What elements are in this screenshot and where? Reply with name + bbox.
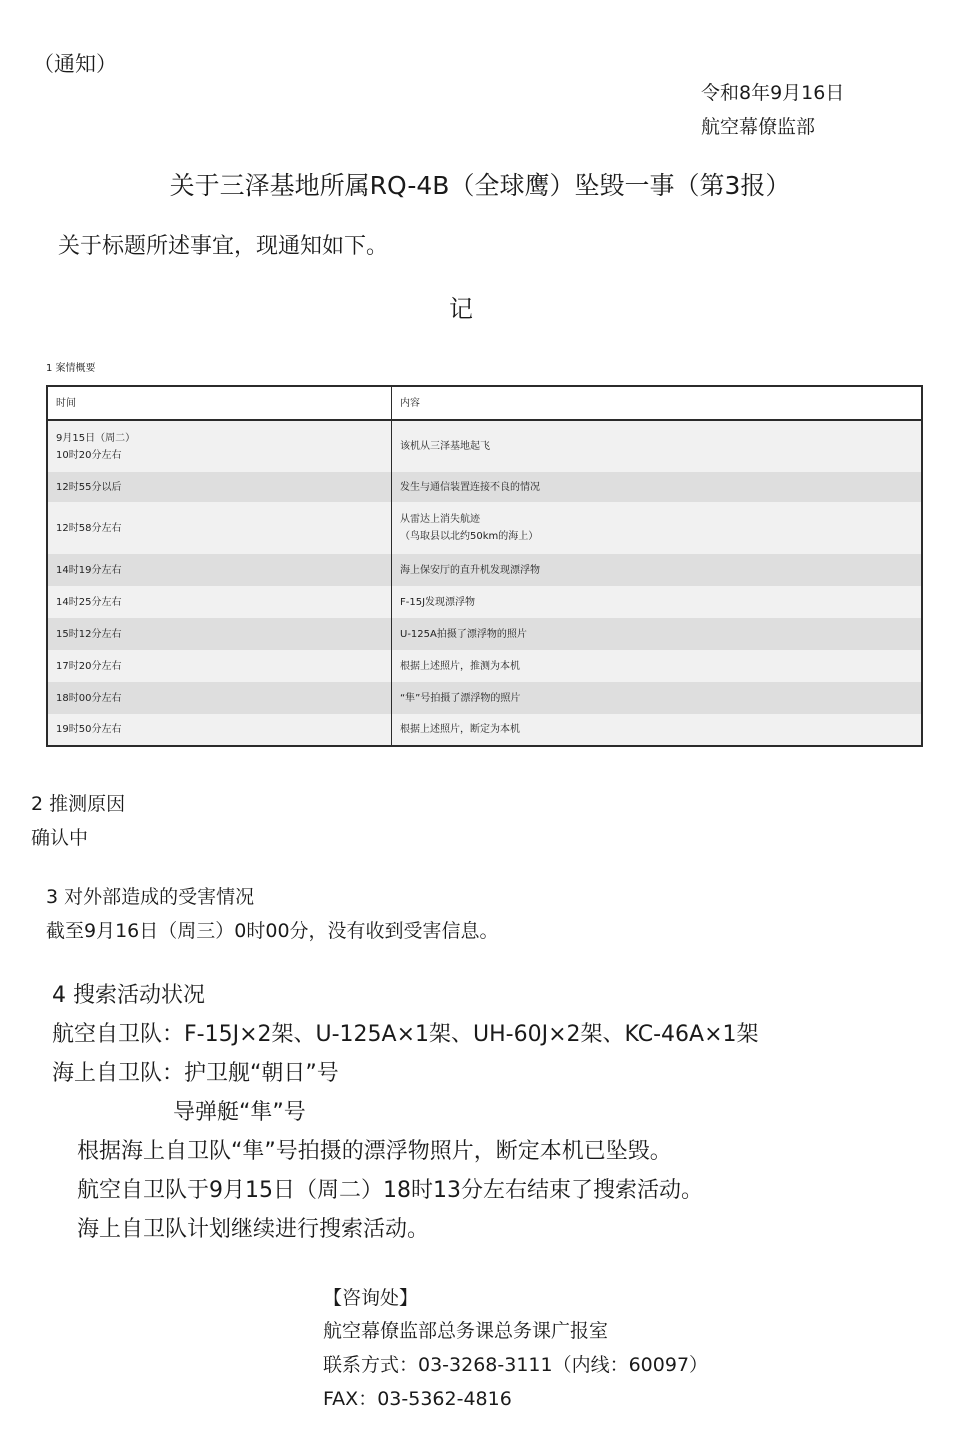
row-time: 18时00分左右 [47,682,392,714]
row-content: 根据上述照片，推测为本机 [392,650,923,682]
contact-title: 【咨询处】 [323,1287,419,1309]
row-content: F-15J发现漂浮物 [392,586,923,618]
table-row [47,714,922,746]
issuing-department: 航空幕僚监部 [701,116,816,138]
row-time: 12时58分左右 [47,502,392,554]
row-time: 9月15日（周二） 10时20分左右 [47,420,392,472]
notice-type: （通知） [33,52,117,76]
row-time: 12时55分以后 [47,472,392,502]
column-header-time: 时间 [47,386,392,420]
row-time: 14时19分左右 [47,554,392,586]
ji-marker: 记 [449,295,473,323]
contact-fax: FAX：03-5362-4816 [323,1388,512,1410]
section3-body: 截至9月16日（周三）0时00分，没有收到受害信息。 [46,920,499,942]
contact-phone: 联系方式：03-3268-3111（内线：60097） [323,1354,709,1376]
section1-title: 1 案情概要 [46,363,96,374]
table-row [47,420,922,472]
issue-date: 令和8年9月16日 [701,82,845,104]
row-content: U-125A拍摄了漂浮物的照片 [392,618,923,650]
search-asdf-units: 航空自卫队：F-15J×2架、U-125A×1架、UH-60J×2架、KC-46A×1架 [52,1022,759,1047]
table-row [47,682,922,714]
row-content: 从雷达上消失航迹 （鸟取县以北约50km的海上） [392,502,923,554]
contact-org: 航空幕僚监部总务课总务课广报室 [323,1320,609,1342]
row-content: 海上保安厅的直升机发现漂浮物 [392,554,923,586]
row-content: 根据上述照片，断定为本机 [392,714,923,746]
section4-title: 4 搜索活动状况 [52,983,205,1008]
column-header-content: 内容 [392,386,923,420]
row-time: 17时20分左右 [47,650,392,682]
timeline-table [46,385,923,747]
table-row [47,618,922,650]
section2-body: 确认中 [31,827,89,849]
row-content: 该机从三泽基地起飞 [392,420,923,472]
search-msdf-continuing: 海上自卫队计划继续进行搜索活动。 [77,1217,430,1242]
intro-text: 关于标题所述事宜，现通知如下。 [58,234,389,259]
search-asdf-ended: 航空自卫队于9月15日（周二）18时13分左右结束了搜索活动。 [77,1178,703,1203]
search-msdf-missile-boat: 导弹艇“隼”号 [173,1100,306,1125]
table-row [47,472,922,502]
search-msdf-units: 海上自卫队：护卫舰“朝日”号 [52,1061,339,1086]
table-row [47,650,922,682]
row-time: 15时12分左右 [47,618,392,650]
section3-title: 3 对外部造成的受害情况 [46,886,255,908]
row-time: 19时50分左右 [47,714,392,746]
row-time: 14时25分左右 [47,586,392,618]
row-content: 发生与通信装置连接不良的情况 [392,472,923,502]
table-header-row [47,386,922,420]
table-row [47,554,922,586]
search-conclusion: 根据海上自卫队“隼”号拍摄的漂浮物照片，断定本机已坠毁。 [77,1139,672,1164]
row-content: “隼”号拍摄了漂浮物的照片 [392,682,923,714]
table-row [47,502,922,554]
table-row [47,586,922,618]
document-title: 关于三泽基地所属RQ-4B（全球鹰）坠毁一事（第3报） [169,171,791,200]
section2-title: 2 推测原因 [31,793,126,815]
